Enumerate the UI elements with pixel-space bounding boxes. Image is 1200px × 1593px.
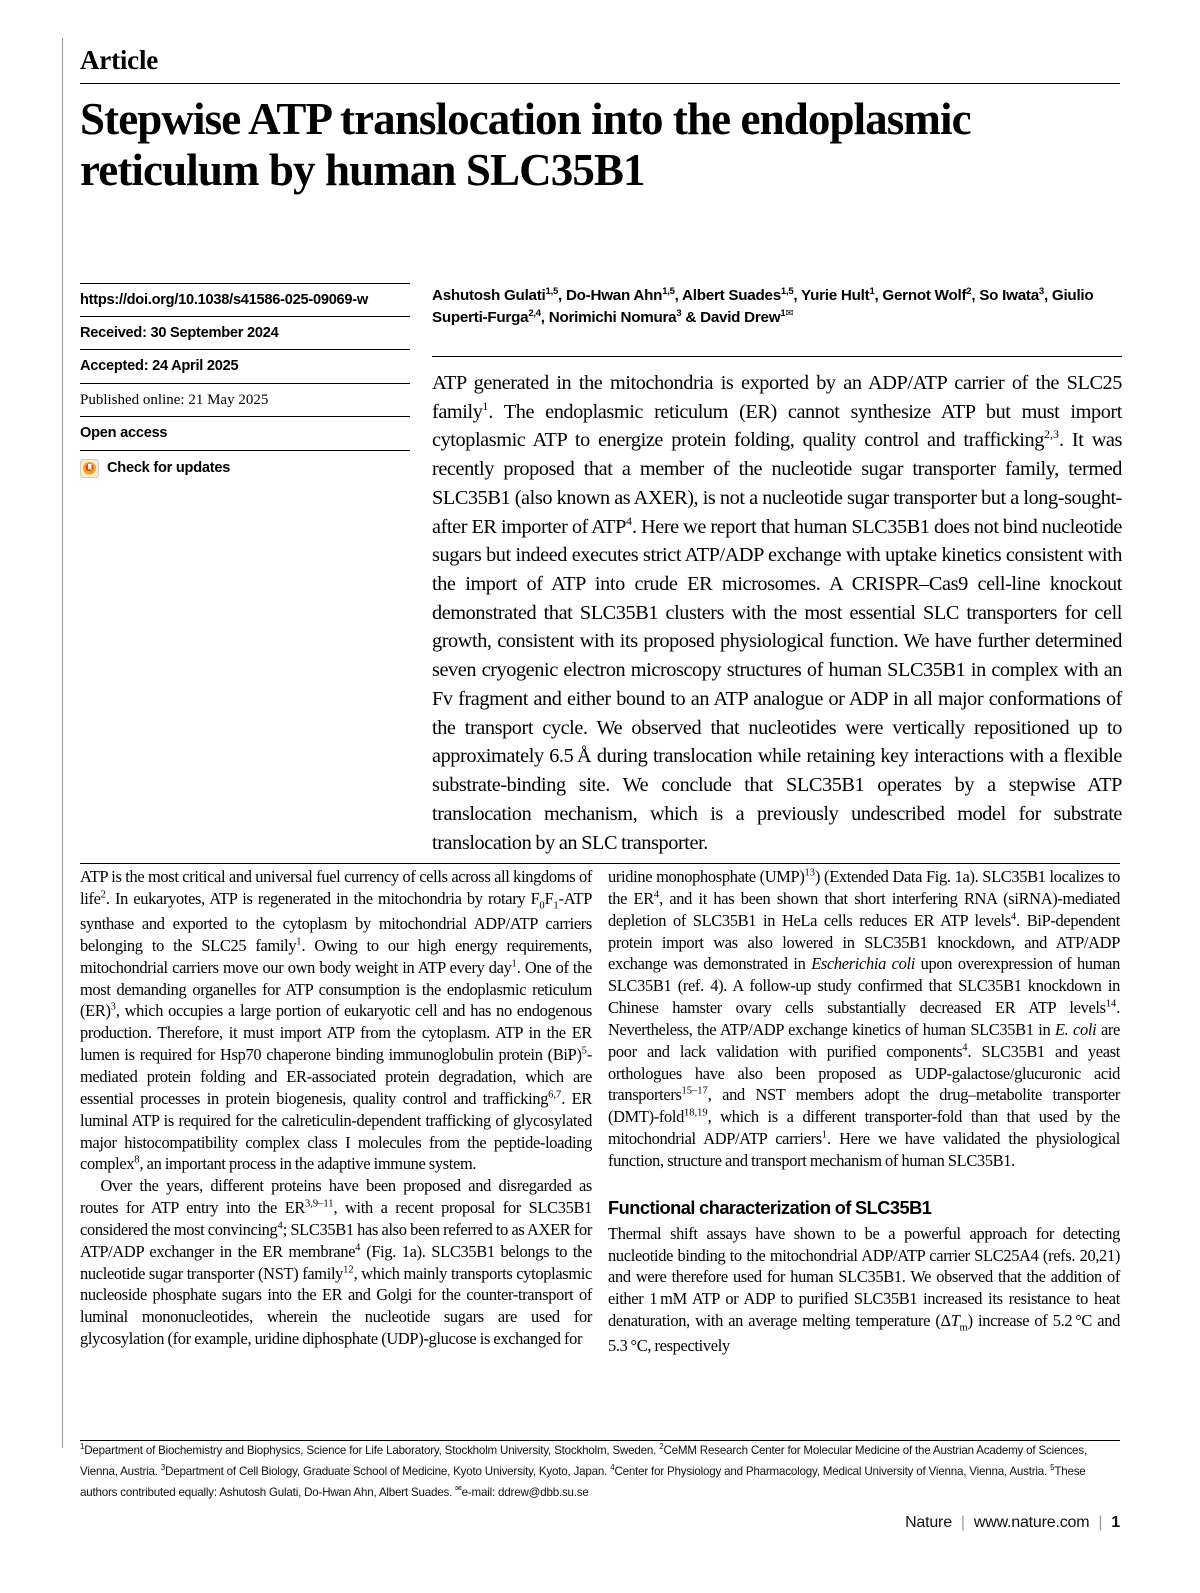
body-paragraph: uridine monophosphate (UMP)$^{13}$) (Extended Data Fig. 1a). SLC35B1 localizes to the $ER^4$, and it has been shown that short interfering RNA (siRNA)-mediated depletion of SLC35B1 in HeLa cells reduces ER ATP levels$^4$. BiP-dependent protein import was also lowered in SLC35B1 knockdown, and ATP/ADP exchange was demonstrated in Escherichia coli upon overexpression of human SLC35B1 (ref. 4). A follow-up study confirmed that SLC35B1 knockdown in Chinese hamster ovary cells substantially decreased ER ATP levels$^{14}$. Nevertheless, the ATP/ADP exchange kinetics of human SLC35B1 in E. coli are poor and lack validation with purified components$^4$. SLC35B1 and yeast orthologues have also been proposed as UDP-galactose/glucuronic acid transporters$^{15-17}$, and NST members adopt the drug–metabolite transporter (DMT)-fold$^{18,19}$, which is a different transporter-fold than that used by the mitochondrial ADP/ATP carriers$^1$. Here we have validated the physiological function, structure and transport mechanism of human SLC35B1. bbox=[608, 867, 1121, 1170]
check-for-updates[interactable] bbox=[80, 450, 410, 485]
body-paragraph: Thermal shift assays have shown to be a powerful approach for detecting nucleotide binding to the mitochondrial ADP/ATP carrier SLC25A4 (refs. 20,21) and were therefore used for human SLC35B1. We observed that the addition of either 1 mM ATP or ADP to purified SLC35B1 increased its resistance to heat denaturation, with an average melting temperature $(\Delta T_m)$ increase of 5.2 °C and 5.3 °C, respectively bbox=[608, 1223, 1120, 1356]
open-access-label: Open access bbox=[80, 416, 410, 449]
body-column-right bbox=[608, 866, 1120, 1357]
footer-page-number: 1 bbox=[1111, 1514, 1120, 1531]
received-date: Received: 30 September 2024 bbox=[80, 316, 410, 349]
footer-separator-1: | bbox=[960, 1514, 965, 1531]
section-heading: Functional characterization of SLC35B1 bbox=[608, 1197, 932, 1218]
crossmark-icon bbox=[80, 459, 99, 478]
abstract-divider bbox=[432, 356, 1122, 357]
page-left-rule bbox=[62, 38, 63, 1448]
body-divider bbox=[80, 863, 1120, 864]
author-list bbox=[432, 285, 1120, 329]
article-metadata-sidebar bbox=[80, 283, 410, 485]
published-date: Published online: 21 May 2025 bbox=[80, 383, 410, 417]
kicker-divider bbox=[80, 83, 1120, 84]
author-line-1: Ashutosh Gulati$^{1,5}$, Do-Hwan Ahn$^{1,5}$, Albert Suades$^{1,5}$, Yurie Hult$^1$, Gernot Wolf$^2$, So Iwata$^3$, Giulio Superti-Furga$^{2,4}$, Norimichi Nomura$^3$ & David Drew$^{1✉}$ bbox=[432, 286, 1094, 327]
footer-journal: Nature bbox=[905, 1514, 952, 1531]
doi-link[interactable]: https://doi.org/10.1038/s41586-025-09069-w bbox=[80, 283, 410, 316]
footer-separator-2: | bbox=[1098, 1514, 1103, 1531]
article-kicker: Article bbox=[80, 45, 159, 75]
affiliations-footnote: $^1$Department of Biochemistry and Biophysics, Science for Life Laboratory, Stockholm University, Stockholm, Sweden. $^2$CeMM Research Center for Molecular Medicine of the Austrian Academy of Sciences, Vienna, Austria. $^3$Department of Cell Biology, Graduate School of Medicine, Kyoto University, Kyoto, Japan. $^4$Center for Physiology and Pharmacology, Medical University of Vienna, Vienna, Austria. $^5$These authors contributed equally: Ashutosh Gulati, Do-Hwan Ahn, Albert Suades. ✉e-mail: ddrew@dbb.su.se bbox=[80, 1442, 1087, 1499]
masthead bbox=[80, 46, 1120, 195]
page-footer bbox=[905, 1514, 1120, 1532]
body-paragraph: Over the years, different proteins have been proposed and disregarded as routes for ATP entry into the ER$^{3,9-11}$, with a recent proposal for SLC35B1 considered the most convincing$^4$; SLC35B1 has also been referred to as AXER for ATP/ADP exchanger in the ER membrane$^4$ (Fig. 1a). SLC35B1 belongs to the nucleotide sugar transporter (NST) family$^{12}$, which mainly transports cytoplasmic nucleoside phosphate sugars into the ER and Golgi for the counter-transport of luminal mononucleotides, wherein the nucleotide sugars are used for glycosylation (for example, uridine diphosphate (UDP)-glucose is exchanged for bbox=[80, 1176, 592, 1349]
body-column-left bbox=[80, 866, 592, 1350]
footer-website[interactable]: www.nature.com bbox=[973, 1514, 1090, 1531]
body-paragraph: ATP is the most critical and universal fuel currency of cells across all kingdoms of life$^2$. In eukaryotes, ATP is regenerated in the mitochondria by rotary $F_0F_1$-ATP synthase and exported to the cytoplasm by mitochondrial ADP/ATP carriers belonging to the SLC25 family$^1$. Owing to our high energy requirements, mitochondrial carriers move our own body weight in ATP every day$^1$. One of the most demanding organelles for ATP consumption is the endoplasmic reticulum (ER)$^3$, which occupies a large portion of eukaryotic cell and has no endogenous production. Therefore, it must import ATP from the cytoplasm. ATP in the ER lumen is required for Hsp70 chaperone binding immunoglobulin protein (BiP)$^5$-mediated protein folding and ER-associated protein degradation, which are essential processes in protein biogenesis, quality control and trafficking$^{6,7}$. ER luminal ATP is required for the calreticulin-dependent trafficking of glycosylated major histocompatibility complex class I molecules from the peptide-loading complex$^8$, an important process in the adaptive immune system. bbox=[80, 867, 592, 1174]
abstract-text: ATP generated in the mitochondria is exported by an ADP/ATP carrier of the SLC25 family$^1$. The endoplasmic reticulum (ER) cannot synthesize ATP but must import cytoplasmic ATP to energize protein folding, quality control and trafficking$^{2,3}$. It was recently proposed that a member of the nucleotide sugar transporter family, termed SLC35B1 (also known as AXER), is not a nucleotide sugar transporter but a long-sought-after ER importer of ATP$^4$. Here we report that human SLC35B1 does not bind nucleotide sugars but indeed executes strict ATP/ADP exchange with uptake kinetics consistent with the import of ATP into crude ER microsomes. A CRISPR–Cas9 cell-line knockout demonstrated that SLC35B1 clusters with the most essential SLC transporters for cell growth, consistent with its proposed physiological function. We have further determined seven cryogenic electron microscopy structures of human SLC35B1 in complex with an Fv fragment and either bound to an ATP analogue or ADP in all major conformations of the transport cycle. We observed that nucleotides were vertically repositioned up to approximately 6.5 Å during translocation while retaining key interactions with a flexible substrate-binding site. We conclude that SLC35B1 operates by a stepwise ATP translocation mechanism, which is a previously undescribed model for substrate translocation by an SLC transporter. bbox=[432, 372, 1122, 854]
check-for-updates-label: Check for updates bbox=[107, 460, 231, 477]
accepted-date: Accepted: 24 April 2025 bbox=[80, 349, 410, 382]
page-title: Stepwise ATP translocation into the endoplasmic reticulum by human SLC35B1 bbox=[80, 94, 971, 195]
abstract-section bbox=[432, 356, 1122, 857]
